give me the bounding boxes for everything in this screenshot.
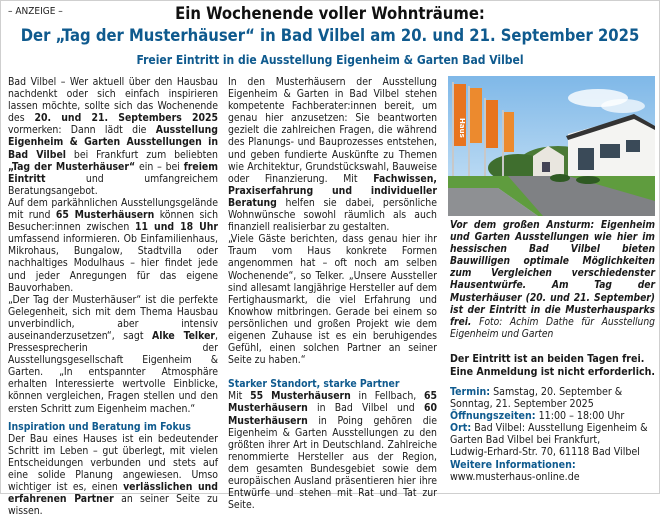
ort-line-2: Garten Bad Vilbel bei Frankfurt, xyxy=(450,434,601,447)
photo-caption: Vor dem großen Ansturm: Eigenheim und Garten Ausstellungen wie hier im hessischen Bad Vilbel bieten Bauwilligen optimale Möglichkeiten zum Vergleichen verschiedenster Hausentwürfe. Am Tag der Musterhäuser (20. und 21. September) ist der Eintritt in die Musterhausparks frei. Foto: Achim Dathe für Ausstellung Eigenheim und Garten xyxy=(450,220,655,340)
article-column-2 xyxy=(228,76,437,511)
paragraph: „Viele Gäste berichten, dass genau hier ihr Traum vom Haus konkrete Formen angenommen hat – oft noch am selben Wochenende“, so Telker. „Unsere Aussteller sind allesamt langjährige Hersteller auf dem Fertighausmarkt, die viel Erfahrung und Knowhow mitbringen. Gerade bei einem so persönlichen und großen Projekt wie dem eigenen Zuhause ist es ein beruhigendes Gefühl, einen solchen Partner an seiner Seite zu haben.“ xyxy=(228,233,437,367)
paragraph: Bad Vilbel – Wer aktuell über den Hausbau nachdenkt oder sich einfach inspirieren lassen möchte, sollte sich das Wochenende des 20. und 21. Septembers 2025 vormerken: Dann lädt die Ausstellung Eigenheim & Garten Ausstellungen in Bad Vilbel bei Frankfurt zum beliebten „Tag der Musterhäuser“ ein – bei freiem Eintritt und umfangreichem Beratungsangebot. xyxy=(8,76,218,197)
ad-label: – ANZEIGE – xyxy=(8,6,63,17)
exhibition-photo xyxy=(448,76,655,216)
section-heading: Inspiration und Beratung im Fokus xyxy=(8,420,191,433)
website-link[interactable]: www.musterhaus-online.de xyxy=(450,470,580,483)
subheadline: Der „Tag der Musterhäuser“ in Bad Vilbel am 20. und 21. September 2025 xyxy=(20,26,640,45)
termin-line: Termin: Samstag, 20. September & xyxy=(450,386,623,398)
event-info xyxy=(450,386,655,483)
admission-notice-line: Der Eintritt ist an beiden Tagen frei. xyxy=(450,353,645,365)
paragraph: Auf dem parkähnlichen Ausstellungsgelände mit rund 65 Musterhäusern können sich Besucher:innen zwischen 11 und 18 Uhr umfassend informieren. Ob Einfamilienhaus, Mikrohaus, Bungalow, Stadtvilla oder nachhaltiges Modulhaus – hier findet jede und jeder Anregungen für das eigene Bauvorhaben. xyxy=(8,196,219,294)
admission-notice-line: Eine Anmeldung ist nicht erforderlich. xyxy=(450,365,656,378)
section-heading: Starker Standort, starke Partner xyxy=(228,378,400,391)
admission-notice xyxy=(450,353,655,378)
paragraph: „Der Tag der Musterhäuser“ ist die perfekte Gelegenheit, sich mit dem Thema Hausbau unverbindlich, aber intensiv auseinanderzusetzen“, sagt Alke Telker, Pressesprecherin der Ausstellungsgesellschaft Eigenheim & Garten. „In entspannter Atmosphäre erhalten Interessierte wertvolle Einblicke, können vergleichen, Fragen stellen und den ersten Schritt zum Eigenheim machen.“ xyxy=(8,293,218,415)
article-column-1 xyxy=(8,76,218,517)
more-info-label: Weitere Informationen: xyxy=(450,458,576,471)
hours-line: Öffnungszeiten: 11:00 – 18:00 Uhr xyxy=(450,410,625,423)
termin-line-2: Sonntag, 21. September 2025 xyxy=(450,398,594,411)
headline: Ein Wochenende voller Wohnträume: xyxy=(175,4,485,23)
photo-credit: Foto: Achim Dathe für Ausstellung Eigenheim und Garten xyxy=(450,316,655,340)
paragraph: Der Bau eines Hauses ist ein bedeutender Schritt im Leben – gut überlegt, mit vielen Entscheidungen verbunden und stets auf eine solide Planung angewiesen. Umso wichtiger ist es, einen verlässlichen und erfahrenen Partner an seiner Seite zu wissen. xyxy=(8,432,218,517)
paragraph: In den Musterhäusern der Ausstellung Eigenheim & Garten in Bad Vilbel stehen kompetente Fachberater:innen bereit, um genau hier anzusetzen: Sie beantworten gezielt die zahlreichen Fragen, die während des Planungs- und Bauprozesses entstehen, und geben fundierte Auskünfte zu Themen wie Architektur, Grundstückswahl, Bauweise oder Finanzierung. Mit Fachwissen, Praxiserfahrung und individueller Beratung helfen sie dabei, persönliche Wohnwünsche sowohl räumlich als auch finanziell realisierbar zu gestalten. xyxy=(228,76,437,234)
flag-text: Haus xyxy=(458,118,466,138)
ort-line-3: Ludwig-Erhard-Str. 70, 61118 Bad Vilbel xyxy=(450,446,640,459)
exhibition-photo-illustration xyxy=(448,76,655,216)
ort-line: Ort: Bad Vilbel: Ausstellung Eigenheim & xyxy=(450,422,648,435)
tagline: Freier Eintritt in die Ausstellung Eigenheim & Garten Bad Vilbel xyxy=(136,53,524,67)
paragraph: Mit 55 Musterhäusern in Fellbach, 65 Musterhäusern in Bad Vilbel und 60 Musterhäusern in Poing gehören die Eigenheim & Garten Ausstellungen zu den größten ihrer Art in Deutschland. Zahlreiche renommierte Hersteller aus der Region, dem gesamten Bundesgebiet sowie dem europäischen Ausland präsentieren hier ihre Entwürfe und stehen mit Rat und Tat zur Seite. xyxy=(228,390,437,512)
